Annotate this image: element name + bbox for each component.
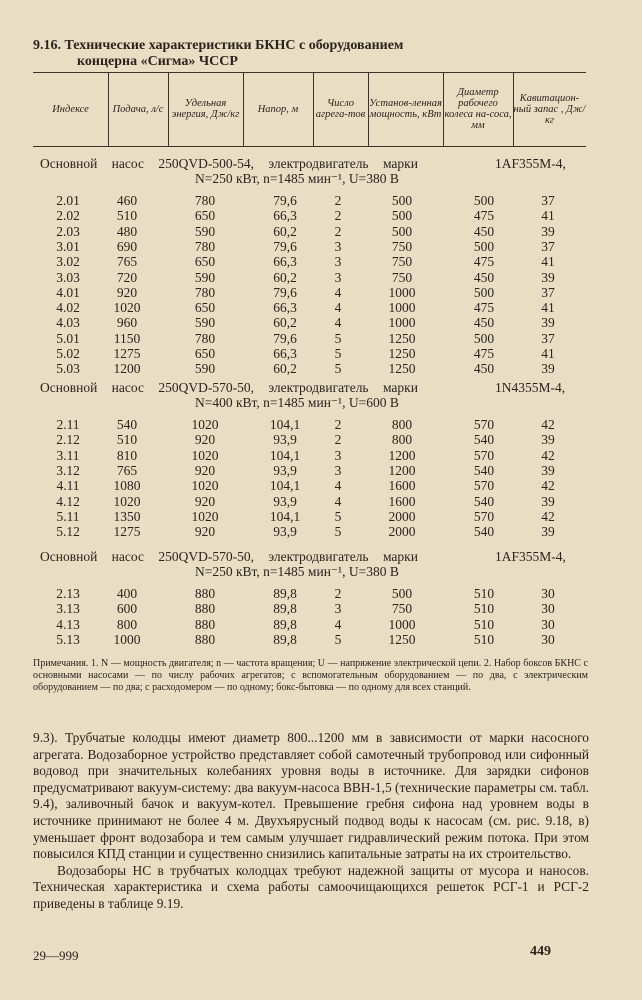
table-cell: 540	[473, 462, 495, 478]
table-cell: 2.01	[56, 193, 80, 208]
table-cell: 39	[541, 493, 555, 509]
table-row	[0, 617, 642, 632]
table-cell: 1250	[388, 330, 416, 346]
table-cell: 1000	[388, 616, 416, 632]
table-cell: 590	[194, 269, 216, 285]
header-cell: Индексе	[52, 103, 89, 115]
table-cell: 2.03	[56, 223, 80, 239]
table-cell: 450	[473, 315, 495, 331]
header-cell: Диаметр рабочего колеса на-соса, мм	[444, 87, 512, 131]
table-cell: 37	[541, 238, 555, 254]
table-cell: 1200	[113, 361, 141, 377]
table-cell: 4.13	[56, 616, 80, 632]
pump-group-header	[40, 549, 566, 579]
table-cell: 2	[334, 586, 342, 601]
table-cell: 2	[334, 208, 342, 224]
table-cell: 920	[116, 284, 138, 300]
table-cell: 650	[194, 346, 216, 361]
table-cell: 3.12	[56, 462, 80, 478]
table-cell: 920	[194, 493, 216, 509]
table-cell: 4	[334, 300, 342, 316]
table-cell: 510	[473, 586, 495, 601]
table-cell: 79,6	[273, 193, 297, 208]
table-row	[0, 448, 642, 463]
table-cell: 3	[334, 601, 342, 617]
table-row	[0, 509, 642, 524]
table-cell: 3.02	[56, 254, 80, 270]
header-cell: Подача, л/с	[112, 103, 164, 115]
table-cell: 800	[116, 616, 138, 632]
table-cell: 510	[473, 616, 495, 632]
table-cell: 5.13	[56, 631, 80, 647]
table-cell: 5	[334, 631, 342, 647]
paragraph-1: 9.3). Трубчатые колодцы имеют диаметр 800...1200 мм в зависимости от марки насосного агрегата. Водозаборное устройство представляет собой самотечный трубопровод или сифонный водовод при значительных колебаниях уровня воды в источнике. Для зарядки сифонов предусматривают вакуум-систему: два вакуум-насоса ВВН-1,5 (технические параметры см. табл. 9.4), заливочный бачок и вакуум-котел. Превышение гребня сифона над уровнем воды в источнике принимают не более 4 м. Двухъярусный подвод воды к насосам (см. рис. 9.18, в) уменьшает фронт водозабора и тем самым улучшает гидравлический режим потока. При этом повысился КПД станции и существенно снизились капитальные затраты на их строительство.	[33, 730, 589, 862]
table-cell: 60,2	[273, 315, 297, 331]
table-cell: 42	[541, 417, 555, 432]
table-cell: 570	[473, 478, 495, 494]
table-cell: 2	[334, 432, 342, 448]
table-cell: 30	[541, 586, 555, 601]
table-cell: 93,9	[273, 432, 297, 448]
table-cell: 880	[194, 616, 216, 632]
table-cell: 500	[391, 208, 413, 224]
table-cell: 39	[541, 269, 555, 285]
table-cell: 1020	[191, 478, 219, 494]
table-row	[0, 346, 642, 361]
table-cell: 104,1	[269, 508, 301, 524]
table-cell: 1000	[388, 284, 416, 300]
table-notes: Примечания. 1. N — мощность двигателя; n — частота вращения; U — напряжение электрической цепи. 2. Набор боксов БКНС с основными насосами — по числу рабочих агрегатов; с вспомогательным оборудованием — по два, с электрическим оборудованием — по два; с расходомером — по одному; бокс-бытовка — по одному для всех станций.	[33, 658, 588, 693]
table-cell: 1000	[388, 315, 416, 331]
table-cell: 500	[473, 284, 495, 300]
pump-group-header	[40, 156, 566, 186]
table-cell: 590	[194, 223, 216, 239]
header-cell: Установ-ленная мощность, кВт	[369, 98, 442, 120]
table-cell: 4	[334, 284, 342, 300]
table-cell: 750	[391, 269, 413, 285]
table-cell: 4	[334, 478, 342, 494]
table-cell: 880	[194, 601, 216, 617]
table-cell: 1020	[191, 447, 219, 463]
table-cell: 5	[334, 330, 342, 346]
table-cell: 66,3	[273, 346, 297, 361]
table-cell: 39	[541, 432, 555, 448]
table-row	[0, 224, 642, 239]
table-cell: 540	[473, 432, 495, 448]
table-cell: 5	[334, 346, 342, 361]
table-cell: 690	[116, 238, 138, 254]
header-cell: Кавитацион-ный запас , Дж/кг	[513, 92, 586, 126]
table-cell: 41	[541, 254, 555, 270]
header-divider	[108, 72, 109, 146]
table-cell: 510	[116, 432, 138, 448]
table-cell: 720	[116, 269, 138, 285]
table-cell: 41	[541, 346, 555, 361]
table-header-rule	[33, 146, 586, 147]
table-cell: 104,1	[269, 417, 301, 432]
table-cell: 750	[391, 601, 413, 617]
table-cell: 2	[334, 417, 342, 432]
table-cell: 1020	[113, 300, 141, 316]
table-cell: 3.01	[56, 238, 80, 254]
table-cell: 540	[473, 524, 495, 540]
table-cell: 5.11	[56, 508, 80, 524]
table-row	[0, 361, 642, 376]
table-cell: 500	[391, 223, 413, 239]
table-cell: 800	[391, 417, 413, 432]
table-cell: 66,3	[273, 254, 297, 270]
table-cell: 42	[541, 478, 555, 494]
table-cell: 42	[541, 447, 555, 463]
table-cell: 570	[473, 447, 495, 463]
table-cell: 780	[194, 193, 216, 208]
motor-params: N=250 кВт, n=1485 мин⁻¹, U=380 В	[195, 171, 399, 186]
motor-mark: 1AF355M-4,	[495, 549, 566, 564]
table-cell: 1250	[388, 631, 416, 647]
table-cell: 4.11	[56, 478, 80, 494]
header-divider	[168, 72, 169, 146]
table-cell: 810	[116, 447, 138, 463]
table-title-line2: концерна «Сигма» ЧССР	[77, 54, 238, 69]
table-cell: 600	[116, 601, 138, 617]
table-cell: 590	[194, 315, 216, 331]
table-row	[0, 417, 642, 432]
table-cell: 4.02	[56, 300, 80, 316]
table-cell: 41	[541, 300, 555, 316]
table-cell: 1250	[388, 361, 416, 377]
table-cell: 37	[541, 330, 555, 346]
table-cell: 93,9	[273, 462, 297, 478]
table-cell: 1020	[191, 417, 219, 432]
table-cell: 2.13	[56, 586, 80, 601]
table-cell: 89,8	[273, 616, 297, 632]
table-top-rule	[33, 72, 586, 73]
table-cell: 1080	[113, 478, 141, 494]
table-row	[0, 315, 642, 330]
header-cell: Напор, м	[257, 103, 299, 115]
table-cell: 650	[194, 300, 216, 316]
table-row	[0, 331, 642, 346]
table-cell: 400	[116, 586, 138, 601]
table-cell: 2.02	[56, 208, 80, 224]
table-cell: 39	[541, 223, 555, 239]
table-cell: 1200	[388, 462, 416, 478]
motor-params: N=400 кВт, n=1485 мин⁻¹, U=600 В	[195, 395, 399, 410]
table-cell: 41	[541, 208, 555, 224]
header-divider	[443, 72, 444, 146]
table-cell: 780	[194, 238, 216, 254]
table-cell: 500	[391, 586, 413, 601]
table-cell: 475	[473, 254, 495, 270]
table-cell: 5.02	[56, 346, 80, 361]
table-cell: 39	[541, 315, 555, 331]
table-cell: 1600	[388, 493, 416, 509]
table-cell: 4	[334, 315, 342, 331]
table-row	[0, 270, 642, 285]
table-cell: 880	[194, 586, 216, 601]
table-cell: 650	[194, 254, 216, 270]
table-cell: 3.13	[56, 601, 80, 617]
table-cell: 5.03	[56, 361, 80, 377]
table-title-line1: 9.16. Технические характеристики БКНС с оборудованием	[33, 38, 404, 53]
pump-group-title: Основной насос 250QVD-500-54, электродвигатель марки	[40, 156, 418, 171]
table-cell: 510	[473, 601, 495, 617]
table-row	[0, 208, 642, 223]
table-cell: 79,6	[273, 238, 297, 254]
table-row	[0, 524, 642, 539]
table-cell: 89,8	[273, 601, 297, 617]
table-cell: 104,1	[269, 478, 301, 494]
table-cell: 39	[541, 524, 555, 540]
table-cell: 750	[391, 254, 413, 270]
table-cell: 450	[473, 361, 495, 377]
table-cell: 30	[541, 631, 555, 647]
table-row	[0, 632, 642, 647]
page-number: 449	[530, 944, 551, 959]
table-cell: 570	[473, 508, 495, 524]
pump-group-title: Основной насос 250QVD-570-50, электродвигатель марки	[40, 380, 418, 395]
table-cell: 570	[473, 417, 495, 432]
table-cell: 460	[116, 193, 138, 208]
table-cell: 4.01	[56, 284, 80, 300]
table-cell: 1600	[388, 478, 416, 494]
table-cell: 60,2	[273, 269, 297, 285]
motor-mark: 1N4355M-4,	[495, 380, 566, 395]
table-cell: 1020	[191, 508, 219, 524]
pump-group-title: Основной насос 250QVD-570-50, электродвигатель марки	[40, 549, 418, 564]
table-cell: 780	[194, 284, 216, 300]
table-cell: 2	[334, 193, 342, 208]
table-row	[0, 300, 642, 315]
table-cell: 37	[541, 193, 555, 208]
table-cell: 93,9	[273, 524, 297, 540]
table-row	[0, 239, 642, 254]
table-cell: 60,2	[273, 223, 297, 239]
table-cell: 89,8	[273, 631, 297, 647]
table-cell: 60,2	[273, 361, 297, 377]
table-cell: 1000	[113, 631, 141, 647]
table-cell: 650	[194, 208, 216, 224]
table-cell: 89,8	[273, 586, 297, 601]
table-row	[0, 478, 642, 493]
table-cell: 2000	[388, 508, 416, 524]
header-cell: Удельная энергия, Дж/кг	[171, 98, 240, 120]
table-cell: 510	[473, 631, 495, 647]
table-cell: 3	[334, 269, 342, 285]
table-cell: 510	[116, 208, 138, 224]
table-cell: 39	[541, 361, 555, 377]
table-cell: 2.12	[56, 432, 80, 448]
table-cell: 750	[391, 238, 413, 254]
table-cell: 3	[334, 447, 342, 463]
header-cell: Число агрега-тов	[315, 98, 366, 120]
table-cell: 450	[473, 269, 495, 285]
table-cell: 79,6	[273, 284, 297, 300]
table-row	[0, 586, 642, 601]
motor-mark: 1AF355M-4,	[495, 156, 566, 171]
header-divider	[243, 72, 244, 146]
table-cell: 79,6	[273, 330, 297, 346]
table-row	[0, 432, 642, 447]
table-cell: 920	[194, 524, 216, 540]
table-cell: 4	[334, 493, 342, 509]
table-cell: 3	[334, 254, 342, 270]
table-title	[33, 38, 613, 70]
table-cell: 3	[334, 462, 342, 478]
table-cell: 104,1	[269, 447, 301, 463]
table-row	[0, 285, 642, 300]
table-row	[0, 254, 642, 269]
table-cell: 5	[334, 508, 342, 524]
table-cell: 93,9	[273, 493, 297, 509]
table-cell: 475	[473, 208, 495, 224]
table-cell: 1250	[388, 346, 416, 361]
table-cell: 2	[334, 223, 342, 239]
table-cell: 960	[116, 315, 138, 331]
paragraph-2: Водозаборы НС в трубчатых колодцах требуют надежной защиты от мусора и наносов. Техническая характеристика и схема работы самоочищающихся решеток РСГ-1 и РСГ-2 приведены в таблице 9.19.	[33, 862, 589, 911]
table-cell: 39	[541, 462, 555, 478]
signature-mark: 29—999	[33, 948, 79, 963]
table-cell: 30	[541, 616, 555, 632]
table-cell: 4	[334, 616, 342, 632]
table-cell: 5.12	[56, 524, 80, 540]
table-row	[0, 494, 642, 509]
table-cell: 780	[194, 330, 216, 346]
table-cell: 2.11	[56, 417, 80, 432]
header-divider	[513, 72, 514, 146]
table-cell: 42	[541, 508, 555, 524]
pump-group-header	[40, 380, 566, 410]
header-divider	[368, 72, 369, 146]
table-cell: 880	[194, 631, 216, 647]
table-cell: 1275	[113, 346, 141, 361]
table-cell: 590	[194, 361, 216, 377]
table-cell: 920	[194, 462, 216, 478]
table-cell: 5	[334, 524, 342, 540]
table-cell: 765	[116, 254, 138, 270]
table-cell: 500	[473, 330, 495, 346]
table-cell: 450	[473, 223, 495, 239]
table-cell: 66,3	[273, 208, 297, 224]
table-cell: 3.11	[56, 447, 80, 463]
table-cell: 540	[473, 493, 495, 509]
table-cell: 1020	[113, 493, 141, 509]
table-row	[0, 463, 642, 478]
table-cell: 1350	[113, 508, 141, 524]
table-cell: 500	[473, 238, 495, 254]
table-cell: 480	[116, 223, 138, 239]
motor-params: N=250 кВт, n=1485 мин⁻¹, U=380 В	[195, 564, 399, 579]
table-cell: 475	[473, 346, 495, 361]
table-cell: 500	[391, 193, 413, 208]
table-cell: 3.03	[56, 269, 80, 285]
table-cell: 5	[334, 361, 342, 377]
table-cell: 1200	[388, 447, 416, 463]
table-cell: 765	[116, 462, 138, 478]
table-cell: 4.03	[56, 315, 80, 331]
table-cell: 2000	[388, 524, 416, 540]
table-cell: 4.12	[56, 493, 80, 509]
header-divider	[313, 72, 314, 146]
table-cell: 37	[541, 284, 555, 300]
table-cell: 1150	[113, 330, 141, 346]
table-cell: 920	[194, 432, 216, 448]
table-cell: 800	[391, 432, 413, 448]
table-cell: 3	[334, 238, 342, 254]
table-row	[0, 601, 642, 616]
table-row	[0, 193, 642, 208]
table-cell: 30	[541, 601, 555, 617]
table-cell: 66,3	[273, 300, 297, 316]
table-cell: 540	[116, 417, 138, 432]
table-cell: 500	[473, 193, 495, 208]
table-cell: 5.01	[56, 330, 80, 346]
table-cell: 475	[473, 300, 495, 316]
table-cell: 1275	[113, 524, 141, 540]
body-text	[33, 730, 589, 913]
table-cell: 1000	[388, 300, 416, 316]
